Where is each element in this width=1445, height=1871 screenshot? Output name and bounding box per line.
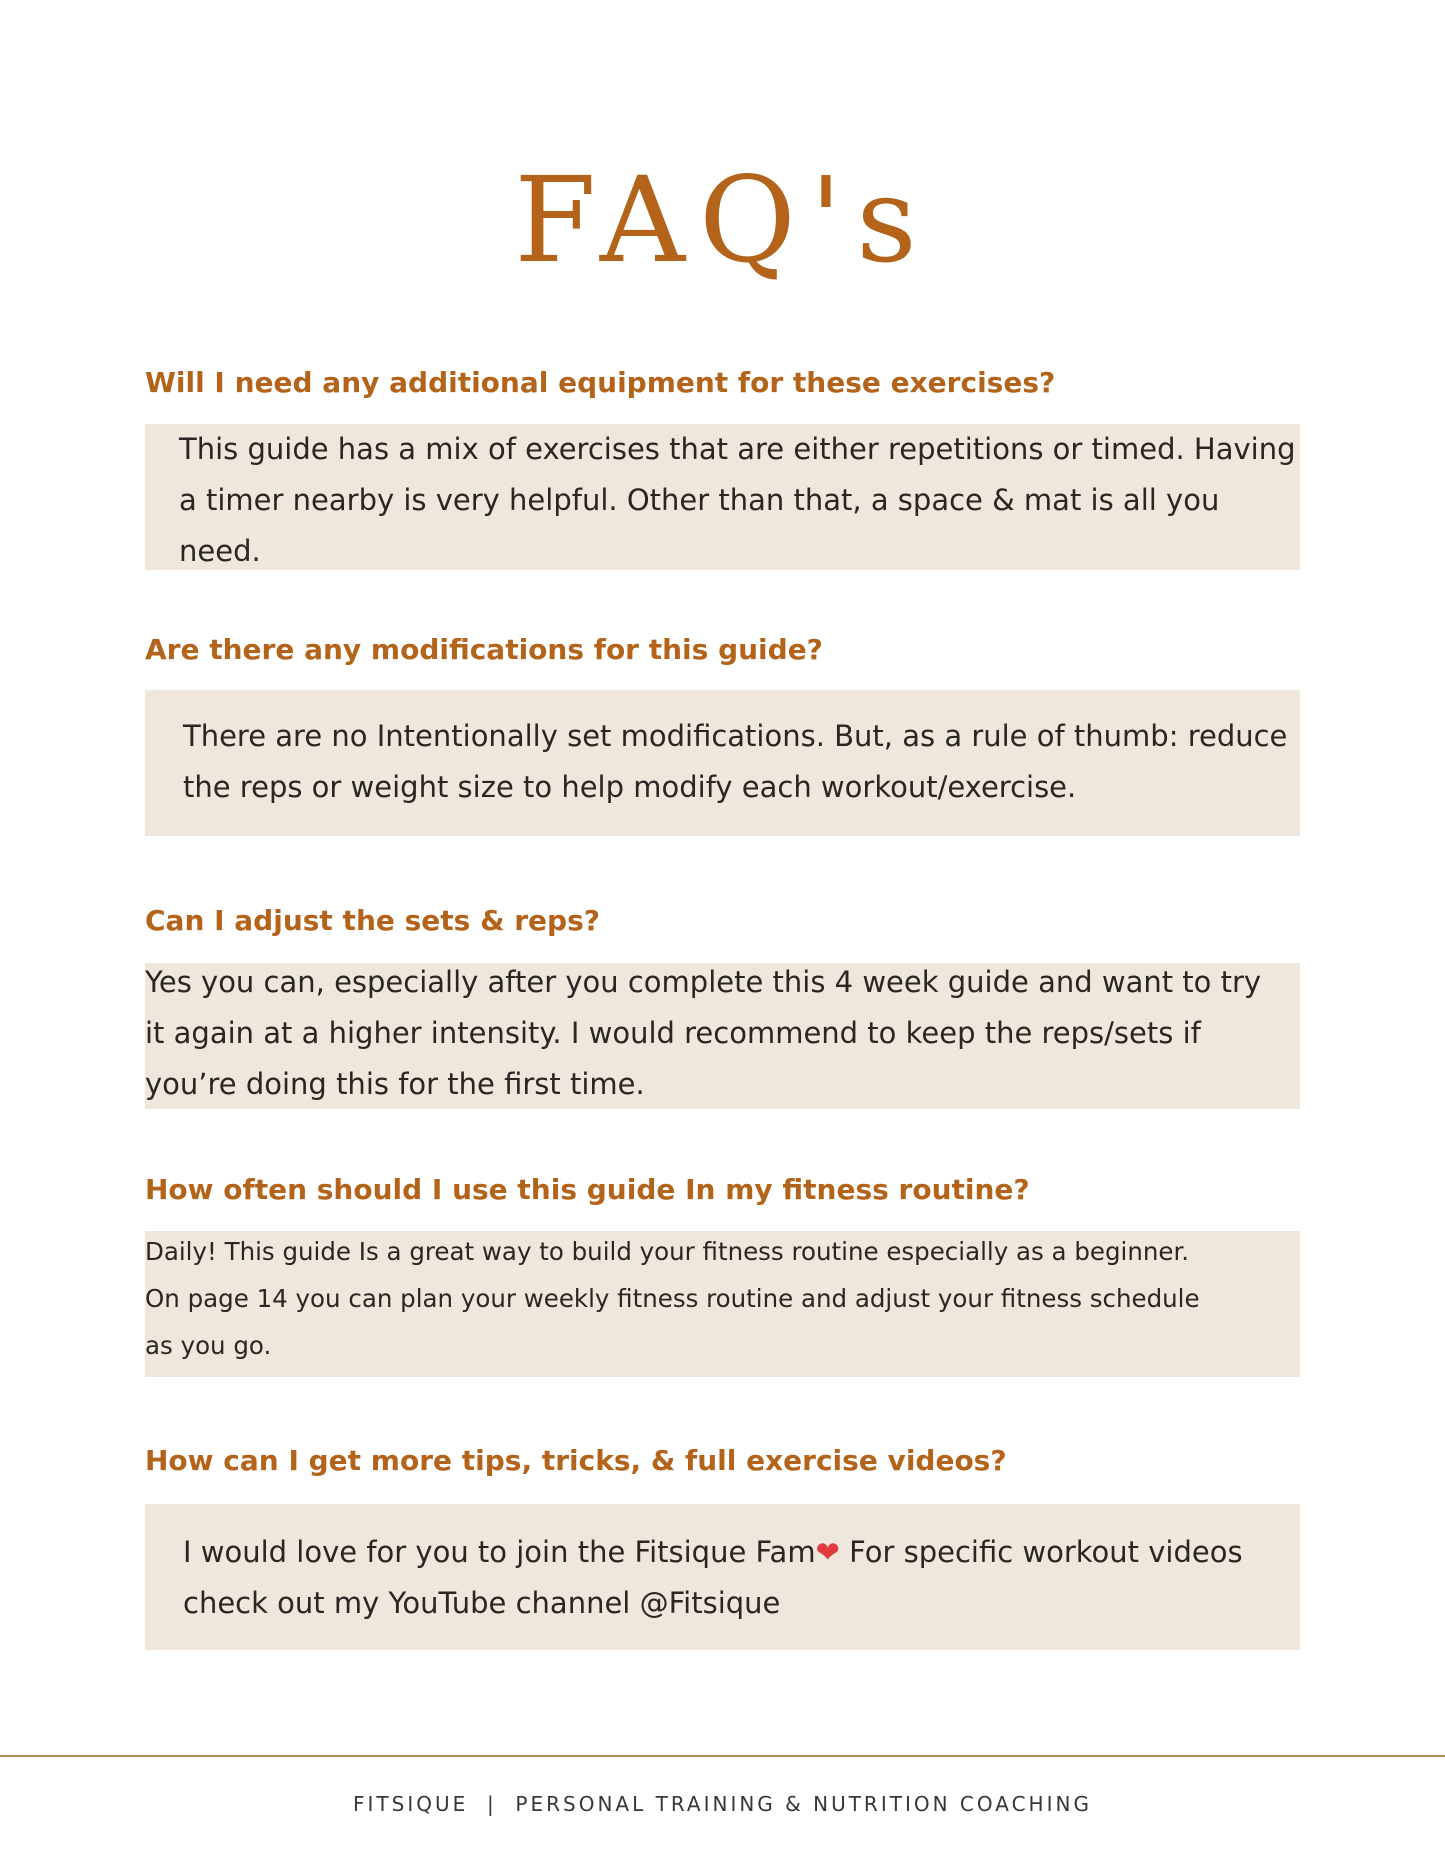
faq-question: How can I get more tips, tricks, & full exercise videos?: [145, 1444, 1007, 1477]
faq-answer: Yes you can, especially after you complete this 4 week guide and want to try it again at a higher intensity. I would recommend to keep the reps/sets if you’re doing this for the first time.: [145, 965, 1262, 1101]
heart-icon: ❤: [815, 1535, 840, 1569]
faq-answer: There are no Intentionally set modifications. But, as a rule of thumb: reduce the reps or weight size to help modify each workout/exercise.: [183, 719, 1288, 804]
faq-answer-part: For specific workout videos check out my YouTube channel @Fitsique: [183, 1535, 1243, 1620]
faq-answer: [183, 1527, 1243, 1629]
faq-question: How often should I use this guide In my fitness routine?: [145, 1173, 1030, 1206]
faq-answer-box: [145, 1231, 1300, 1377]
page-title: FAQ's: [514, 151, 931, 289]
faq-answer-box: [145, 963, 1300, 1109]
faq-question: Will I need any additional equipment for these exercises?: [145, 366, 1056, 399]
faq-answer-box: [145, 424, 1300, 570]
faq-answer: This guide has a mix of exercises that are either repetitions or timed. Having a timer nearby is very helpful. Other than that, a space & mat is all you need.: [179, 432, 1296, 568]
footer-text: FITSIQUE | PERSONAL TRAINING & NUTRITION COACHING: [353, 1792, 1092, 1816]
faq-answer-part: I would love for you to join the Fitsique Fam: [183, 1535, 816, 1569]
faq-question: Are there any modifications for this guide?: [145, 633, 823, 666]
faq-answer: Daily! This guide Is a great way to build your fitness routine especially as a beginner. On page 14 you can plan your weekly fitness routine and adjust your fitness schedule as you go.: [145, 1237, 1200, 1360]
faq-answer-box: [145, 1504, 1300, 1650]
faq-question: Can I adjust the sets & reps?: [145, 904, 600, 937]
footer-divider: [0, 1755, 1445, 1757]
faq-answer-box: [145, 690, 1300, 836]
